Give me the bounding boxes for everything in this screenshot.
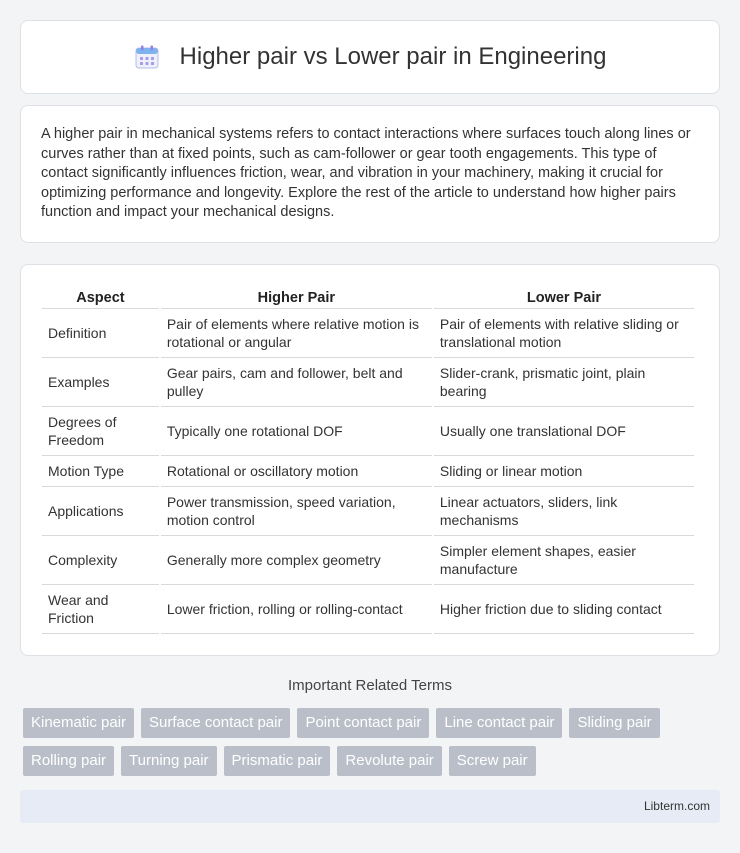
cell-higher: Rotational or oscillatory motion <box>161 456 432 487</box>
tag-screw-pair[interactable]: Screw pair <box>449 746 536 776</box>
cell-aspect: Motion Type <box>42 456 159 487</box>
header-higher-pair: Higher Pair <box>161 285 432 309</box>
tag-prismatic-pair[interactable]: Prismatic pair <box>224 746 331 776</box>
cell-aspect: Degrees of Freedom <box>42 407 159 456</box>
tag-rolling-pair[interactable]: Rolling pair <box>23 746 114 776</box>
cell-lower: Higher friction due to sliding contact <box>434 585 694 634</box>
cell-lower: Sliding or linear motion <box>434 456 694 487</box>
tag-kinematic-pair[interactable]: Kinematic pair <box>23 708 134 738</box>
cell-higher: Generally more complex geometry <box>161 536 432 585</box>
tag-line-contact-pair[interactable]: Line contact pair <box>436 708 562 738</box>
tag-sliding-pair[interactable]: Sliding pair <box>569 708 659 738</box>
cell-higher: Gear pairs, cam and follower, belt and pulley <box>161 358 432 407</box>
cell-higher: Lower friction, rolling or rolling-contact <box>161 585 432 634</box>
cell-higher: Pair of elements where relative motion is rotational or angular <box>161 309 432 358</box>
intro-text: A higher pair in mechanical systems refers to contact interactions where surfaces touch along lines or curves rather than at fixed points, such as cam-follower or gear tooth engagements. This type of contact significantly influences friction, wear, and vibration in your machinery, making it crucial for optimizing performance and longevity. Explore the rest of the article to understand how higher pairs function and impact your mechanical designs. <box>41 126 691 221</box>
cell-lower: Simpler element shapes, easier manufacture <box>434 536 694 585</box>
table-row <box>42 536 694 585</box>
table-row <box>42 309 694 358</box>
cell-aspect: Definition <box>42 309 159 358</box>
tag-turning-pair[interactable]: Turning pair <box>121 746 216 776</box>
cell-aspect: Examples <box>42 358 159 407</box>
cell-lower: Slider-crank, prismatic joint, plain bearing <box>434 358 694 407</box>
cell-lower: Usually one translational DOF <box>434 407 694 456</box>
tag-surface-contact-pair[interactable]: Surface contact pair <box>141 708 290 738</box>
header-aspect: Aspect <box>42 285 159 309</box>
table-header-row <box>42 285 694 309</box>
calendar-icon <box>134 44 160 70</box>
cell-aspect: Complexity <box>42 536 159 585</box>
cell-lower: Linear actuators, sliders, link mechanisms <box>434 487 694 536</box>
related-terms-title: Important Related Terms <box>288 677 452 694</box>
cell-higher: Power transmission, speed variation, motion control <box>161 487 432 536</box>
table-row <box>42 487 694 536</box>
cell-higher: Typically one rotational DOF <box>161 407 432 456</box>
cell-aspect: Wear and Friction <box>42 585 159 634</box>
comparison-card <box>20 264 720 656</box>
table-row <box>42 407 694 456</box>
tag-point-contact-pair[interactable]: Point contact pair <box>297 708 429 738</box>
header-lower-pair: Lower Pair <box>434 285 694 309</box>
intro-card <box>20 105 720 243</box>
title-card <box>20 20 720 94</box>
table-row <box>42 585 694 634</box>
footer-site-link[interactable]: Libterm.com <box>20 790 720 823</box>
related-terms-list <box>23 708 723 776</box>
table-row <box>42 456 694 487</box>
cell-aspect: Applications <box>42 487 159 536</box>
table-row <box>42 358 694 407</box>
tag-revolute-pair[interactable]: Revolute pair <box>337 746 441 776</box>
comparison-table <box>40 285 696 634</box>
cell-lower: Pair of elements with relative sliding or translational motion <box>434 309 694 358</box>
page-title: Higher pair vs Lower pair in Engineering <box>179 43 607 70</box>
